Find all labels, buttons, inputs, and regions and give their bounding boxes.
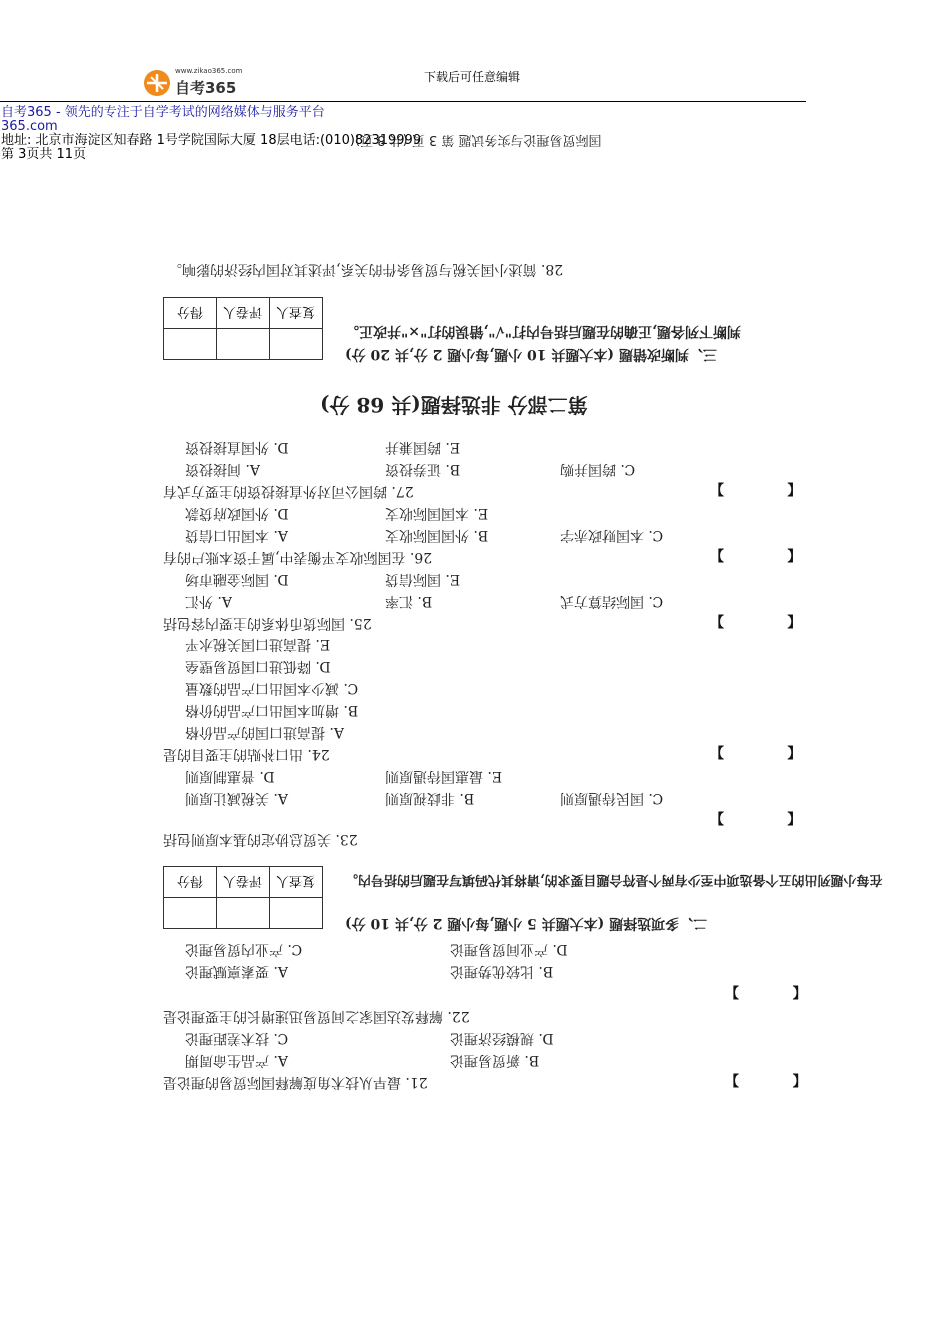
part-two-heading: 第二部分 非选择题(共 68 分) <box>320 393 588 417</box>
q23-option-a: A. 关税减让原则 <box>185 790 289 806</box>
question-23: 23. 关贸总协定的基本原则包括 <box>163 831 358 847</box>
section-3-title: 三、判断改错题 (本大题共 10 小题,每小题 2 分,共 20 分) <box>345 346 717 362</box>
answer-bracket: 【 】 <box>710 615 802 631</box>
q22-option-d: D. 产业间贸易理论 <box>450 941 568 957</box>
q25-option-c: C. 国际结算方式 <box>560 593 664 609</box>
q24-option-e: E. 提高进口国关税水平 <box>185 636 331 652</box>
grader-cell: 评卷人 <box>217 298 270 329</box>
address-line: 地址: 北京市海淀区知春路 1号学院国际大厦 18层电话:(010)82319999 <box>1 133 422 148</box>
question-27: 27. 跨国公司对外直接投资的主要方式有 <box>163 483 414 499</box>
answer-bracket: 【 】 <box>710 746 802 762</box>
answer-bracket: 【 】 <box>725 986 807 1002</box>
q26-option-c: C. 本国财政赤字 <box>560 527 664 543</box>
q21-option-a: A. 产品生命周期 <box>185 1052 289 1068</box>
q27-option-e: E. 跨国兼并 <box>385 439 461 455</box>
header-note: 下载后可任意编辑 <box>424 70 521 84</box>
question-22: 22. 解释发达国家之间贸易迅速增长的主要理论是 <box>163 1008 470 1024</box>
header-divider <box>0 101 806 102</box>
answer-bracket: 【 】 <box>710 549 802 565</box>
grader-cell: 评卷人 <box>217 867 270 898</box>
question-26: 26. 在国际收支平衡表中,属于资本账户的有 <box>163 549 433 565</box>
q27-option-d: D. 外国直接投资 <box>185 439 289 455</box>
q23-option-b: B. 非歧视原则 <box>385 790 475 806</box>
score-table-2 <box>163 866 323 929</box>
logo-brand-text: 自考365 <box>175 79 237 97</box>
reviewer-cell: 复查人 <box>270 298 323 329</box>
answer-bracket: 【 】 <box>710 812 802 828</box>
reviewer-cell: 复查人 <box>270 867 323 898</box>
q23-option-c: C. 国民待遇原则 <box>560 790 664 806</box>
q21-option-c: C. 技术差距理论 <box>185 1030 289 1046</box>
question-21: 21. 最早从技术角度解释国际贸易的理论是 <box>163 1074 428 1090</box>
q27-option-a: A. 间接投资 <box>185 461 261 477</box>
site-logo <box>143 66 243 98</box>
q26-option-d: D. 外国政府贷款 <box>185 505 289 521</box>
question-24: 24. 出口补贴的主要目的是 <box>163 746 330 762</box>
q25-option-e: E. 国际信贷 <box>385 571 461 587</box>
q25-option-a: A. 外汇 <box>185 593 233 609</box>
q22-option-b: B. 比较优势理论 <box>450 963 554 979</box>
q26-option-e: E. 本国国际收支 <box>385 505 489 521</box>
q26-option-a: A. 本国出口信贷 <box>185 527 289 543</box>
q24-option-d: D. 降低进口国贸易壁垒 <box>185 658 331 674</box>
scanned-page-footer: 国际贸易理论与实务试题 第 3 页 (共 8 页) <box>355 132 602 147</box>
q22-option-c: C. 产业内贸易理论 <box>185 941 303 957</box>
q22-option-a: A. 要素禀赋理论 <box>185 963 289 979</box>
scanned-exam-page <box>160 250 883 1090</box>
page-indicator: 第 3页共 11页 <box>1 147 87 162</box>
q23-option-e: E. 最惠国待遇原则 <box>385 768 503 784</box>
q25-option-d: D. 国际金融市场 <box>185 571 289 587</box>
site-link-domain[interactable]: 365.com <box>1 119 58 134</box>
logo-site-text: www.zikao365.com <box>175 67 243 75</box>
question-28: 28. 简述小国关税与贸易条件的关系,评述其对国内经济的影响。 <box>168 261 564 277</box>
score-table-1 <box>163 297 323 360</box>
q27-option-b: B. 证券投资 <box>385 461 461 477</box>
score-cell: 得分 <box>164 867 217 898</box>
q23-option-d: D. 普惠制原则 <box>185 768 275 784</box>
q24-option-a: A. 提高进口国的产品价格 <box>185 724 345 740</box>
section-2-title: 二、多项选择题 (本大题共 5 小题,每小题 2 分,共 10 分) <box>345 915 708 931</box>
q25-option-b: B. 汇率 <box>385 593 433 609</box>
section-3-instructions: 判断下列各题,正确的在题后括号内打"√",错误的打"×"并改正。 <box>345 323 741 339</box>
site-link[interactable]: 自考365 - 领先的专注于自学考试的网络媒体与服务平台 <box>1 105 325 120</box>
q21-option-d: D. 规模经济理论 <box>450 1030 554 1046</box>
section-2-instructions: 在每小题列出的五个备选项中至少有两个是符合题目要求的,请将其代码填写在题后的括号内。 <box>345 872 883 887</box>
question-25: 25. 国际货币体系的主要内容包括 <box>163 615 372 631</box>
q26-option-b: B. 外国国际收支 <box>385 527 489 543</box>
q27-option-c: C. 跨国并购 <box>560 461 636 477</box>
answer-bracket: 【 】 <box>725 1074 807 1090</box>
answer-bracket: 【 】 <box>710 483 802 499</box>
q21-option-b: B. 新贸易理论 <box>450 1052 540 1068</box>
q24-option-b: B. 增加本国出口产品的价格 <box>185 702 359 718</box>
q24-option-c: C. 减少本国出口产品的数量 <box>185 680 359 696</box>
score-cell: 得分 <box>164 298 217 329</box>
